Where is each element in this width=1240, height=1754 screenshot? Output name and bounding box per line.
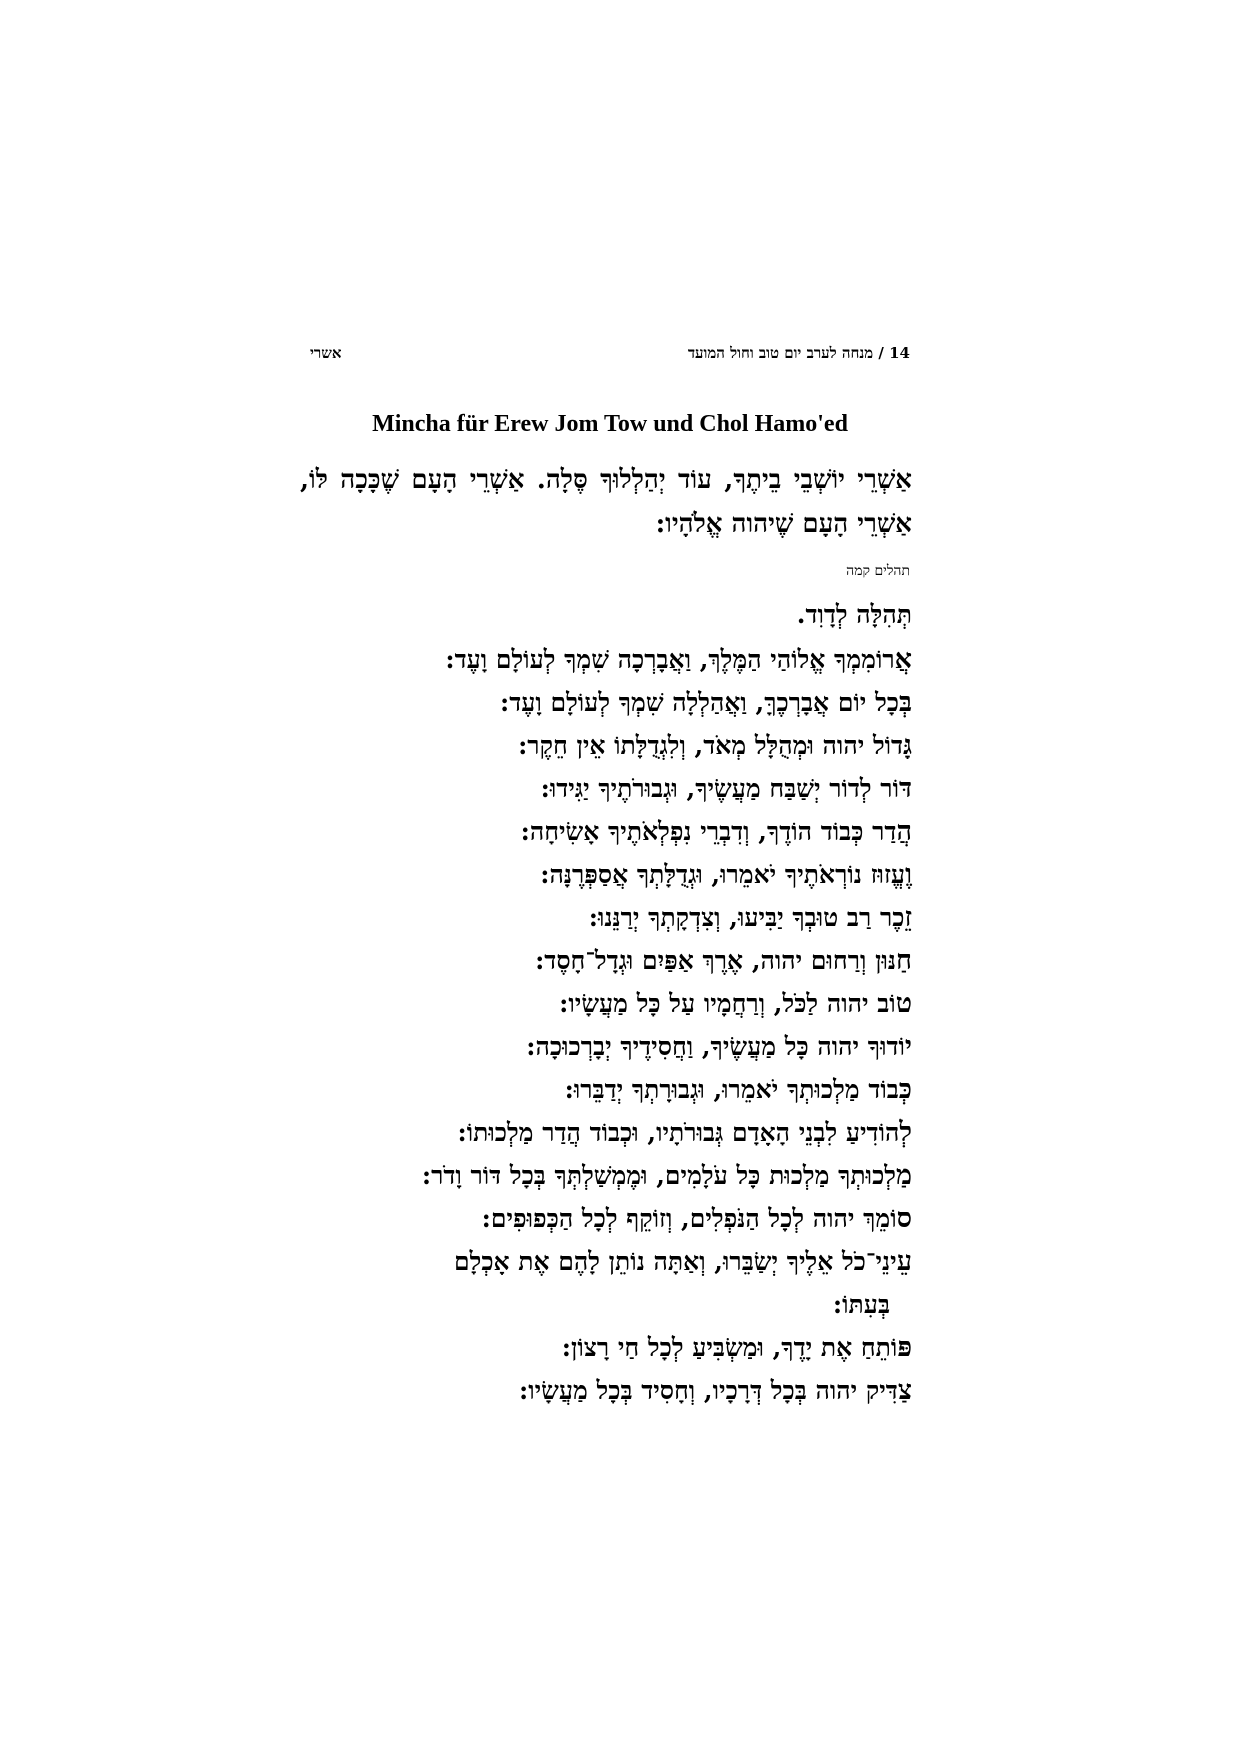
verse-line	[296, 681, 912, 724]
verse-line	[296, 982, 912, 1025]
page-reference: 14 / מנחה לערב יום טוב וחול המועד	[687, 344, 910, 362]
verse-text: דִּיק יהוה בְּכָל דְּרָכָיו, וְחָסִיד בְּכָל מַעֲשָׂיו:	[519, 1376, 898, 1405]
psalm-heading: תְּהִלָּה לְדָוִד.	[796, 600, 912, 629]
verse-line	[296, 1197, 912, 1240]
verse-text: בוֹד מַלְכוּתְךָ יֹאמֵרוּ, וּגְבוּרָתְךָ יְדַבֵּרוּ:	[564, 1075, 899, 1104]
verse-text: כֶר רַב טוּבְךָ יַבִּיעוּ, וְצִדְקָתְךָ יְרַנֵּנוּ:	[588, 903, 905, 932]
acrostic-letter: עֵ	[896, 1246, 912, 1277]
psalm-145	[296, 592, 912, 1412]
acrostic-letter: בְּ	[898, 687, 912, 718]
verse-text: נּוּן וְרַחוּם יהוה, אֶרֶךְ אַפַּיִם וּגְדָל־חָסֶד:	[535, 946, 897, 975]
verse-text: לְכוּתְךָ מַלְכוּת כָּל עֹלָמִים, וּמֶמְשַׁלְתְּךָ בְּכָל דּוֹר וָדֹר:	[421, 1161, 896, 1190]
acrostic-letter: ט	[895, 988, 912, 1019]
verse-line	[296, 724, 912, 767]
verse-line	[296, 1240, 912, 1283]
verse-line	[296, 810, 912, 853]
verse-text: וֹמֵךְ יהוה לְכָל הַנֹּפְלִים, וְזוֹקֵף לְכָל הַכְּפוּפִים:	[481, 1204, 897, 1233]
acrostic-letter: דּ	[899, 773, 912, 804]
source-reference: תהלים קמה	[846, 563, 910, 579]
acrostic-letter: לְ	[899, 1117, 912, 1148]
section-name: אשרי	[310, 344, 342, 362]
opening-verse: אַשְׁרֵי יוֹשְׁבֵי בֵיתֶךָ, עוֹד יְהַלְלוּךָ סֶּלָה. אַשְׁרֵי הָעָם שֶׁכָּכָה לּוֹ, אַשְׁרֵי הָעָם שֶׁיהוה אֱלֹהָיו:	[300, 465, 912, 539]
acrostic-letter: י	[904, 1031, 912, 1062]
acrostic-letter: ס	[896, 1203, 912, 1234]
verse-line	[296, 939, 912, 982]
acrostic-letter: הֲ	[896, 816, 912, 847]
verse-text: ינֵי־כֹל אֵלֶיךָ יְשַׂבֵּרוּ, וְאַתָּה נוֹתֵן לָהֶם אֶת אָכְלָם	[454, 1247, 897, 1276]
verse-text: הוֹדִיעַ לִבְנֵי הָאָדָם גְּבוּרֹתָיו, וּכְבוֹד הֲדַר מַלְכוּתוֹ:	[457, 1118, 900, 1147]
acrostic-letter: אֲ	[894, 644, 912, 675]
acrostic-letter: גָּ	[903, 730, 912, 761]
verse-text: וֹב יהוה לַכֹּל, וְרַחֲמָיו עַל כָּל מַעֲשָׂיו:	[559, 989, 896, 1018]
acrostic-letter: צַ	[897, 1375, 912, 1406]
verse-text: וֹדוּךָ יהוה כָּל מַעֲשֶׂיךָ, וַחֲסִידֶיךָ יְבָרְכוּכָה:	[526, 1032, 905, 1061]
verse-text: עֱזוּז נוֹרְאֹתֶיךָ יֹאמֵרוּ, וּגְדֻלָּתְךָ אֲסַפְּרֶנָּה:	[540, 860, 906, 889]
acrostic-letter: מַ	[895, 1160, 912, 1191]
acrostic-letter: וֶ	[905, 859, 912, 890]
verse-line	[296, 1369, 912, 1412]
verse-text: רוֹמִמְךָ אֱלוֹהַי הַמֶּלֶךְ, וַאֲבָרְכָה שִׁמְךָ לְעוֹלָם וָעֶד:	[445, 645, 895, 674]
verse-line	[296, 1154, 912, 1197]
verse-text: וֹר לְדוֹר יְשַׁבַּח מַעֲשֶׂיךָ, וּגְבוּרֹתֶיךָ יַגִּידוּ:	[540, 774, 899, 803]
verse-line	[296, 1326, 912, 1369]
verse-line	[296, 1111, 912, 1154]
verse-line	[296, 853, 912, 896]
verse-text: דַר כְּבוֹד הוֹדֶךָ, וְדִבְרֵי נִפְלְאֹתֶיךָ אָשִׂיחָה:	[520, 817, 897, 846]
verse-continuation: בְּעִתּוֹ:	[832, 1290, 890, 1319]
verse-line	[296, 638, 912, 681]
acrostic-letter: חַ	[896, 945, 912, 976]
verse-line	[296, 896, 912, 939]
verse-text: כָל יוֹם אֲבָרְכֶךָּ, וַאֲהַלְלָה שִׁמְךָ לְעוֹלָם וָעֶד:	[499, 688, 899, 717]
acrostic-letter: זֵ	[904, 902, 912, 933]
verse-text: וֹתֵחַ אֶת יָדֶךָ, וּמַשְׂבִּיעַ לְכָל חַי רָצוֹן:	[561, 1333, 898, 1362]
verse-line	[296, 1068, 912, 1111]
acrostic-letter: כְּ	[898, 1074, 912, 1105]
verse-text: דוֹל יהוה וּמְהֻלָּל מְאֹד, וְלִגְדֻלָּתוֹ אֵין חֵקֶר:	[518, 731, 904, 760]
verse-line	[296, 767, 912, 810]
acrostic-letter: פּ	[897, 1332, 912, 1363]
verse-line	[296, 1025, 912, 1068]
running-header	[310, 340, 910, 366]
page-title: Mincha für Erew Jom Tow und Chol Hamo'ed	[372, 411, 848, 437]
